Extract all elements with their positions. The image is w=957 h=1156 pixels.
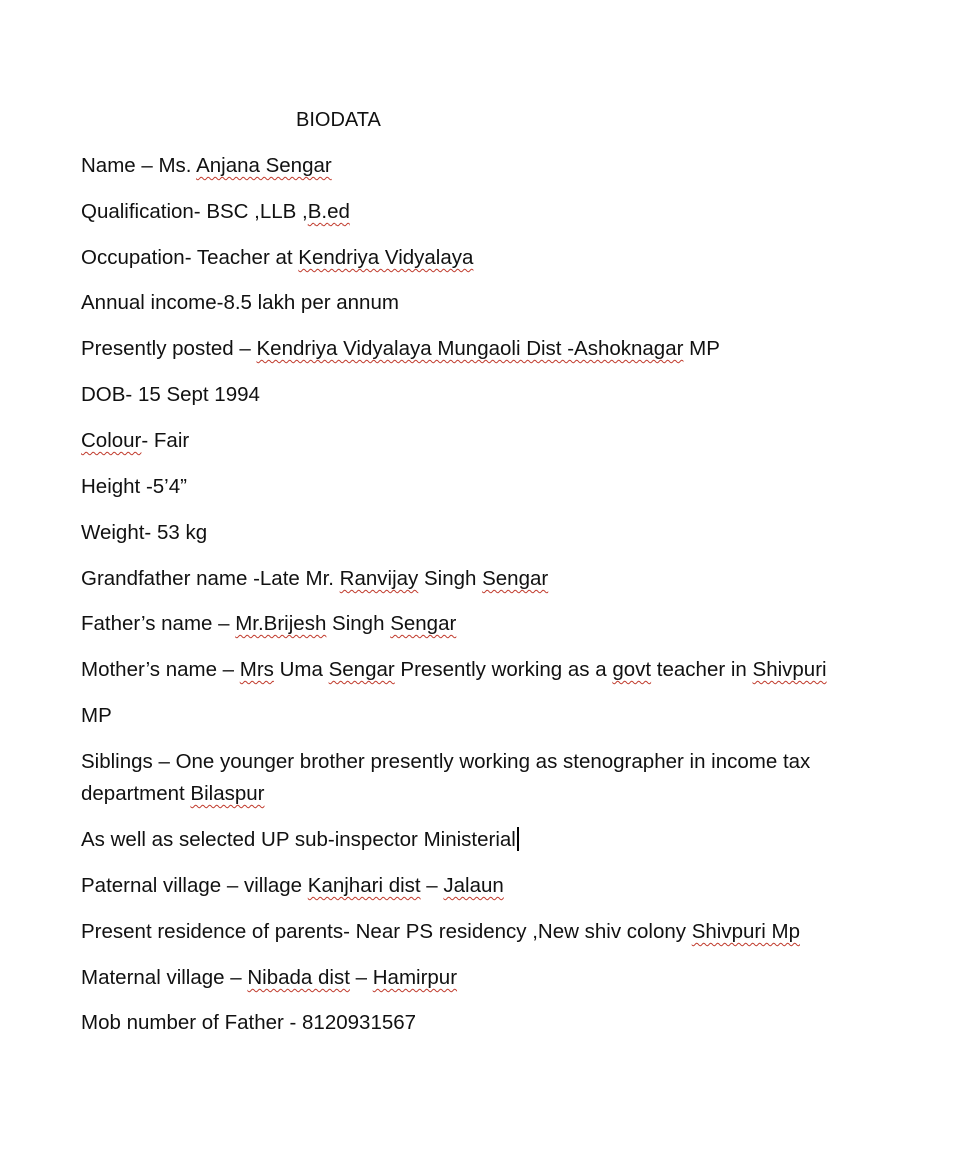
text-segment: Singh bbox=[418, 567, 483, 590]
spellcheck-flagged-text: Kendriya Vidyalaya bbox=[298, 246, 474, 269]
spellcheck-flagged-text: Mrs bbox=[239, 658, 274, 681]
text-segment: Father’s name – bbox=[81, 612, 236, 635]
spellcheck-flagged-text: Sengar bbox=[482, 567, 549, 590]
text-segment: Presently posted – bbox=[81, 337, 257, 360]
text-segment: Mother’s name – bbox=[81, 658, 240, 681]
text-segment: MP bbox=[683, 337, 720, 360]
line-present-residence bbox=[81, 919, 800, 945]
spellcheck-flagged-text: Nibada dist bbox=[247, 966, 350, 989]
line-grandfather bbox=[81, 566, 548, 592]
text-segment: Occupation- Teacher at bbox=[81, 246, 299, 269]
spellcheck-flagged-text: Shivpuri Mp bbox=[691, 920, 800, 943]
line-mobile bbox=[81, 1010, 416, 1036]
text-segment: Paternal village – village bbox=[81, 874, 308, 897]
text-segment: Siblings – One younger brother presently working as stenographer in income tax bbox=[81, 750, 811, 773]
line-annual-income bbox=[81, 290, 399, 316]
spellcheck-flagged-text: Ranvijay bbox=[339, 567, 419, 590]
line-maternal-village bbox=[81, 965, 457, 991]
line-colour bbox=[81, 428, 189, 454]
spellcheck-flagged-text: Kendriya Vidyalaya Mungaoli Dist -Ashoknagar bbox=[256, 337, 684, 360]
spellcheck-flagged-text: Sengar bbox=[390, 612, 457, 635]
text-segment: – bbox=[420, 874, 444, 897]
text-cursor bbox=[517, 827, 519, 851]
text-segment: Annual income-8.5 lakh per annum bbox=[81, 291, 399, 314]
spellcheck-flagged-text: Anjana Sengar bbox=[196, 154, 332, 177]
document-title: BIODATA bbox=[296, 109, 381, 131]
spellcheck-flagged-text: Mr.Brijesh bbox=[235, 612, 327, 635]
text-segment: Maternal village – bbox=[81, 966, 248, 989]
text-segment: MP bbox=[81, 704, 112, 727]
text-segment: - Fair bbox=[141, 429, 190, 452]
text-segment: – bbox=[349, 966, 373, 989]
text-segment: Mob number of Father - 8120931567 bbox=[81, 1011, 417, 1034]
line-height bbox=[81, 474, 187, 500]
text-segment: teacher in bbox=[651, 658, 753, 681]
line-occupation bbox=[81, 245, 473, 271]
text-segment: Qualification- BSC ,LLB , bbox=[81, 200, 308, 223]
spellcheck-flagged-text: govt bbox=[612, 658, 652, 681]
text-segment: Uma bbox=[273, 658, 329, 681]
text-segment: Present residence of parents- Near PS residency ,New shiv colony bbox=[81, 920, 692, 943]
line-selected bbox=[81, 827, 519, 853]
line-mother-cont bbox=[81, 703, 112, 729]
line-qualification bbox=[81, 199, 350, 225]
spellcheck-flagged-text: Sengar bbox=[328, 658, 395, 681]
line-siblings-cont bbox=[81, 781, 264, 807]
text-segment: Name – Ms. bbox=[81, 154, 197, 177]
line-mother bbox=[81, 657, 827, 683]
text-segment: DOB- 15 Sept 1994 bbox=[81, 383, 260, 406]
line-presently-posted bbox=[81, 336, 720, 362]
text-segment: Weight- 53 kg bbox=[81, 521, 208, 544]
line-siblings bbox=[81, 749, 810, 775]
text-segment: As well as selected UP sub-inspector Ministerial bbox=[81, 828, 516, 851]
line-weight bbox=[81, 520, 207, 546]
spellcheck-flagged-text: Bilaspur bbox=[190, 782, 265, 805]
line-father bbox=[81, 611, 456, 637]
text-segment: Height -5’4” bbox=[81, 475, 187, 498]
spellcheck-flagged-text: Colour bbox=[81, 429, 142, 452]
text-segment: department bbox=[81, 782, 191, 805]
text-segment: Grandfather name -Late Mr. bbox=[81, 567, 340, 590]
spellcheck-flagged-text: Hamirpur bbox=[372, 966, 458, 989]
spellcheck-flagged-text: Shivpuri bbox=[752, 658, 827, 681]
line-paternal-village bbox=[81, 873, 504, 899]
line-dob bbox=[81, 382, 260, 408]
text-segment: Presently working as a bbox=[394, 658, 613, 681]
spellcheck-flagged-text: B.ed bbox=[307, 200, 350, 223]
line-name bbox=[81, 153, 332, 179]
spellcheck-flagged-text: Kanjhari dist bbox=[307, 874, 421, 897]
spellcheck-flagged-text: Jalaun bbox=[443, 874, 504, 897]
text-segment: Singh bbox=[326, 612, 391, 635]
